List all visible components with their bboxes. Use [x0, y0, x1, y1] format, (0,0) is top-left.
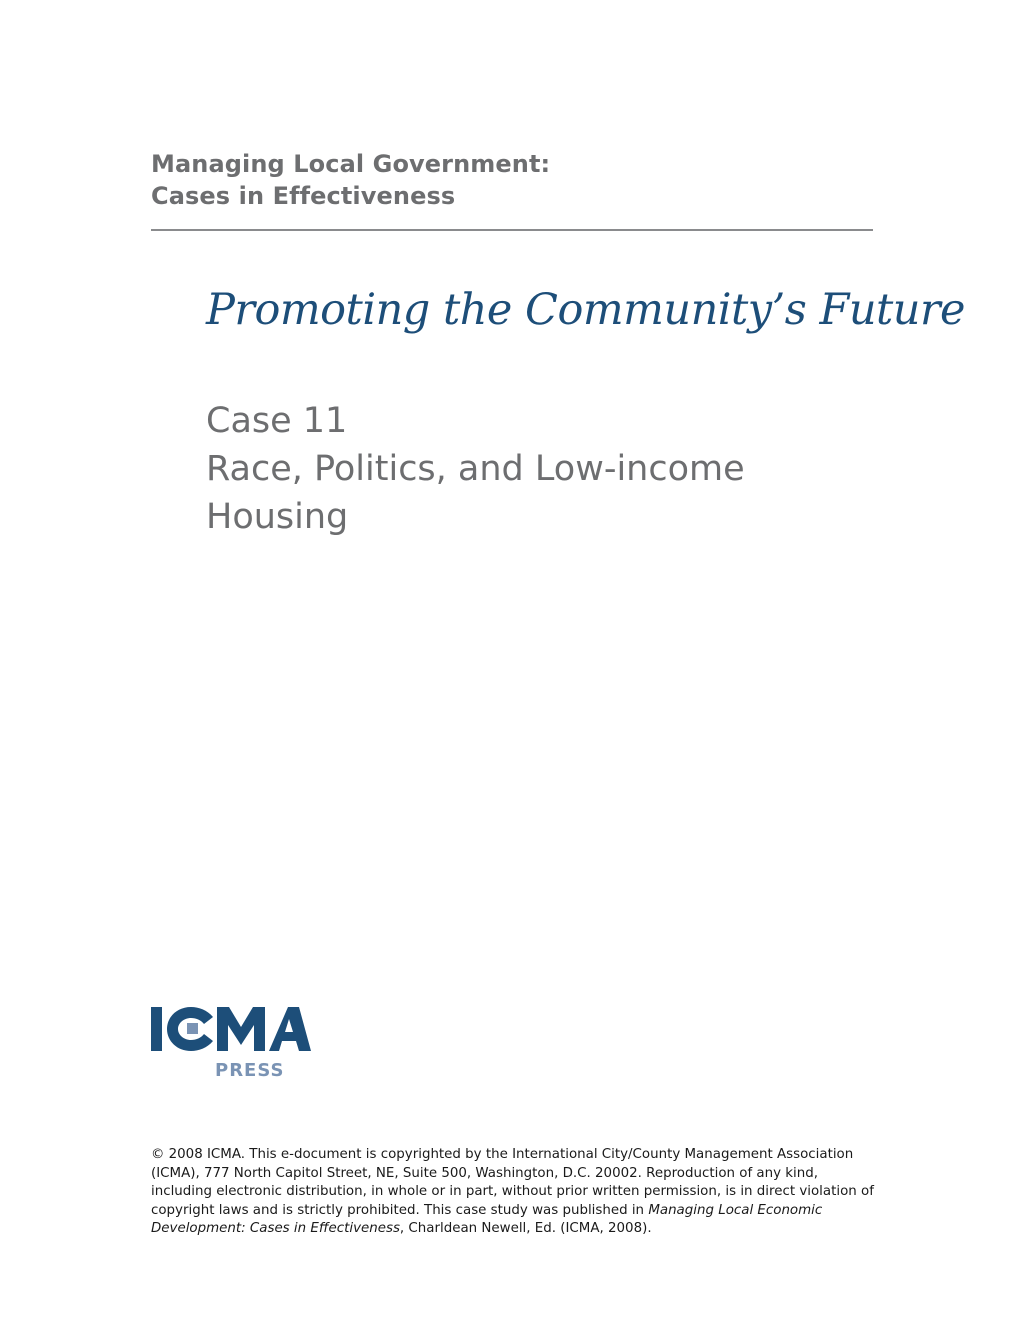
copyright-text: © 2008 ICMA. This e-document is copyrighted by the International City/County Management Association (ICMA), 777 North Capitol Street, NE, Suite 500, Washington, D.C. 20002. Reproduction of any kind, including electronic distribution, in whole or in part, without prior written permission, is in direct violation of copyright laws and is strictly prohibited. This case study was published in — [151, 1147, 874, 1218]
copyright-notice — [151, 1146, 881, 1239]
header-divider — [151, 229, 873, 231]
case-heading — [206, 397, 745, 541]
icma-press-logo-graphic — [151, 1003, 321, 1083]
logo-press-text: PRESS — [215, 1060, 285, 1081]
case-title-line-1: Race, Politics, and Low-income — [206, 449, 745, 489]
case-number: Case 11 — [206, 401, 348, 441]
publication-title: Managing Local Economic Development: Cases in Effectiveness — [151, 1202, 823, 1236]
series-title-line-2: Cases in Effectiveness — [151, 182, 456, 210]
copyright-editor-text: , Charldean Newell, Ed. (ICMA, 2008). — [399, 1221, 652, 1236]
series-title-line-1: Managing Local Government: — [151, 150, 551, 178]
subject-title: Promoting the Community’s Future — [206, 285, 966, 335]
case-title-line-2: Housing — [206, 497, 349, 537]
series-title — [151, 148, 550, 212]
icma-press-logo — [151, 1003, 321, 1083]
